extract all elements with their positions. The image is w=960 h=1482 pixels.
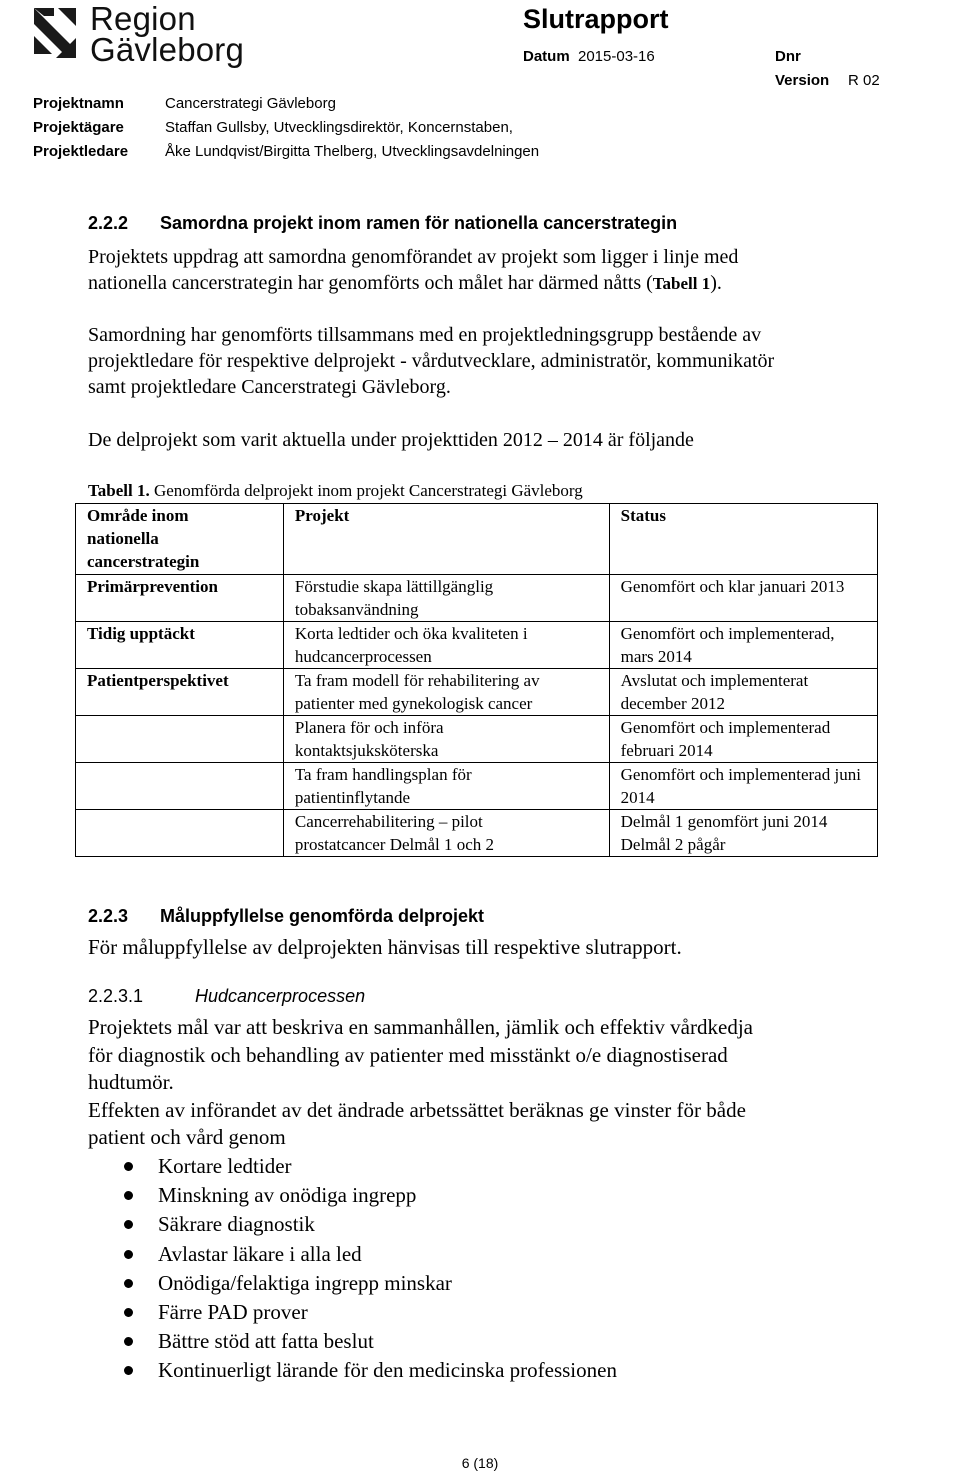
logo-mark-icon	[32, 6, 78, 64]
table-caption-label: Tabell 1.	[88, 481, 150, 500]
header-status: Status	[609, 504, 877, 575]
project-cell: Ta fram modell för rehabilitering av patienter med gynekologisk cancer	[283, 669, 609, 716]
logo-line-2: Gävleborg	[90, 31, 245, 68]
bullet-icon	[124, 1308, 133, 1317]
paragraph: För måluppfyllelse av delprojekten hänvisas till respektive slutrapport.	[88, 935, 682, 959]
status-cell: Genomfört och klar januari 2013	[609, 575, 877, 622]
area-cell	[76, 716, 284, 763]
section-number: 2.2.3	[88, 906, 129, 926]
section-number: 2.2.3.1	[88, 986, 144, 1006]
paragraph: De delprojekt som varit aktuella under projekttiden 2012 – 2014 är följande	[88, 429, 694, 451]
bullet-icon	[124, 1337, 133, 1346]
project-cell: Korta ledtider och öka kvaliteten i hudcancerprocessen	[283, 622, 609, 669]
version-label: Version	[775, 72, 830, 89]
list-item-text: Onödiga/felaktiga ingrepp minskar	[158, 1270, 452, 1295]
section-title: Måluppfyllelse genomförda delprojekt	[160, 906, 485, 926]
list-item-text: Kortare ledtider	[158, 1154, 292, 1178]
project-owner-value: Staffan Gullsby, Utvecklingsdirektör, Koncernstaben,	[165, 119, 513, 136]
subprojects-table	[75, 503, 878, 857]
list-item	[88, 1181, 617, 1210]
table-caption	[88, 481, 583, 501]
status-cell: Delmål 1 genomfört juni 2014 Delmål 2 pågår	[609, 810, 877, 857]
list-item-text: Kontinuerligt lärande för den medicinska professionen	[158, 1358, 617, 1383]
table-row	[76, 716, 878, 763]
paragraph	[88, 244, 888, 297]
status-cell: Genomfört och implementerad februari 2014	[609, 716, 877, 763]
bullet-icon	[124, 1162, 133, 1171]
paragraph	[88, 1014, 888, 1152]
project-leader-value: Åke Lundqvist/Birgitta Thelberg, Utvecklingsavdelningen	[165, 143, 540, 160]
status-cell: Avslutat och implementerat december 2012	[609, 669, 877, 716]
section-title: Samordna projekt inom ramen för nationella cancerstrategin	[160, 213, 678, 233]
datum-label: Datum	[523, 48, 570, 65]
list-item	[88, 1152, 617, 1181]
table-row	[76, 669, 878, 716]
area-cell: Patientperspektivet	[76, 669, 284, 716]
text-span: nationella cancerstrategin har genomförts och målet har därmed nåtts (	[88, 272, 653, 294]
bullet-icon	[124, 1366, 133, 1375]
paragraph-line: Projektets uppdrag att samordna genomförandet av projekt som ligger i linje med	[88, 246, 739, 268]
status-cell: Genomfört och implementerad juni 2014	[609, 763, 877, 810]
paragraph	[88, 322, 888, 400]
list-item	[88, 1210, 617, 1239]
table-row	[76, 575, 878, 622]
region-gavleborg-logo	[32, 2, 252, 66]
table-header-row	[76, 504, 878, 575]
section-heading-2-2-2	[88, 213, 677, 234]
project-name-value: Cancerstrategi Gävleborg	[165, 95, 336, 112]
list-item-text: Avlastar läkare i alla led	[158, 1241, 362, 1266]
list-item-text: Bättre stöd att fatta beslut	[158, 1329, 374, 1354]
project-cell: Ta fram handlingsplan för patientinflytande	[283, 763, 609, 810]
bullet-icon	[124, 1279, 133, 1288]
paragraph-line: projektledare för respektive delprojekt - vårdutvecklare, administratör, kommunikatör	[88, 350, 775, 372]
list-item	[88, 1298, 617, 1327]
project-cell: Förstudie skapa lättillgänglig tobaksanvändning	[283, 575, 609, 622]
table-reference-link[interactable]: Tabell 1	[652, 274, 711, 293]
paragraph-line: Effekten av införandet av det ändrade arbetssättet beräknas ge vinster för både	[88, 1097, 746, 1122]
section-heading-2-2-3-1	[88, 986, 365, 1007]
header-project: Projekt	[283, 504, 609, 575]
table-row	[76, 763, 878, 810]
list-item	[88, 1240, 617, 1269]
bullet-icon	[124, 1191, 133, 1200]
list-item-text: Färre PAD prover	[158, 1299, 308, 1324]
page-number: 6 (18)	[461, 1455, 499, 1471]
list-item	[88, 1269, 617, 1298]
logo-line-1: Region	[90, 0, 196, 37]
section-number: 2.2.2	[88, 213, 129, 233]
document-title: Slutrapport	[523, 4, 669, 34]
list-item-text: Minskning av onödiga ingrepp	[158, 1183, 417, 1208]
datum-value: 2015-03-16	[578, 48, 655, 65]
benefits-list	[88, 1152, 617, 1386]
table-caption-text: Genomförda delprojekt inom projekt Cancerstrategi Gävleborg	[149, 481, 583, 500]
list-item-text: Säkrare diagnostik	[158, 1212, 315, 1237]
paragraph-line: patient och vård genom	[88, 1125, 286, 1149]
table-row	[76, 622, 878, 669]
project-leader-label: Projektledare	[33, 143, 129, 160]
section-title: Hudcancerprocessen	[195, 986, 366, 1006]
area-cell	[76, 763, 284, 810]
table-row	[76, 810, 878, 857]
version-value: R 02	[848, 72, 880, 89]
list-item	[88, 1356, 617, 1385]
area-cell: Tidig upptäckt	[76, 622, 284, 669]
bullet-icon	[124, 1250, 133, 1259]
paragraph-line: för diagnostik och behandling av patienter med misstänkt o/e diagnostiserad	[88, 1042, 728, 1067]
text-span: ).	[710, 272, 722, 294]
project-name-label: Projektnamn	[33, 95, 124, 112]
section-heading-2-2-3	[88, 906, 484, 927]
project-cell: Planera för och införa kontaktsjuksköterska	[283, 716, 609, 763]
dnr-label: Dnr	[775, 48, 801, 65]
header-area: Område inom nationella cancerstrategin	[76, 504, 284, 575]
paragraph-line	[88, 270, 888, 297]
bullet-icon	[124, 1220, 133, 1229]
paragraph-line: samt projektledare Cancerstrategi Gävleborg.	[88, 376, 451, 398]
project-cell: Cancerrehabilitering – pilot prostatcancer Delmål 1 och 2	[283, 810, 609, 857]
list-item	[88, 1327, 617, 1356]
paragraph-line: Projektets mål var att beskriva en sammanhållen, jämlik och effektiv vårdkedja	[88, 1015, 753, 1039]
paragraph-line: Samordning har genomförts tillsammans med en projektledningsgrupp bestående av	[88, 324, 762, 346]
status-cell: Genomfört och implementerad, mars 2014	[609, 622, 877, 669]
paragraph-line: hudtumör.	[88, 1070, 174, 1094]
project-owner-label: Projektägare	[33, 119, 124, 136]
area-cell	[76, 810, 284, 857]
area-cell: Primärprevention	[76, 575, 284, 622]
